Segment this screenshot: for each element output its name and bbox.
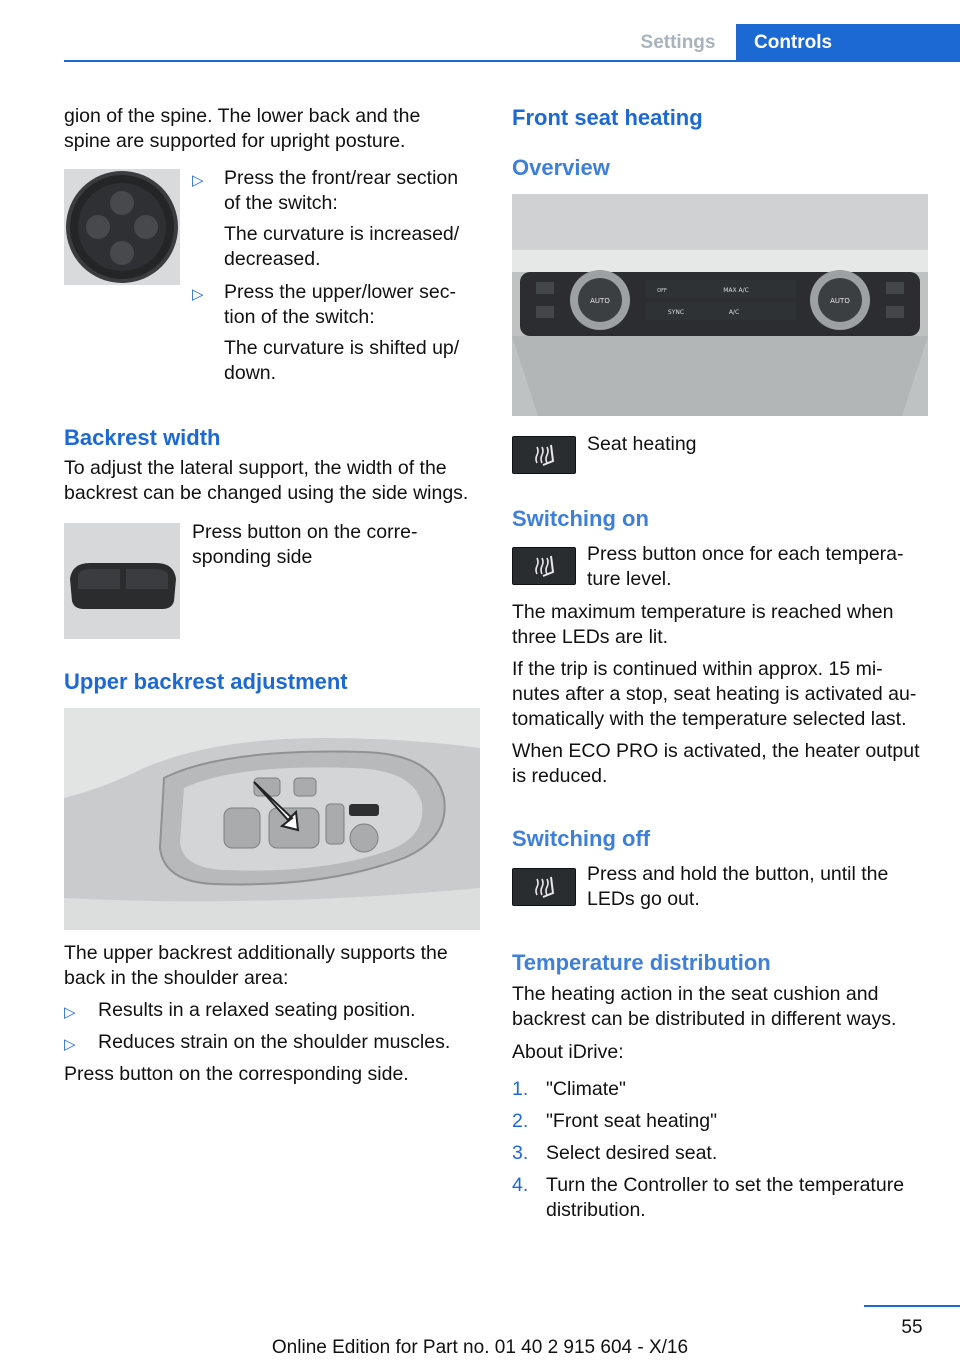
seat-heating-icon bbox=[513, 869, 575, 905]
switching-on-p1: The maximum temperature is reached when three LEDs are lit. bbox=[512, 601, 894, 648]
footer-rule bbox=[864, 1305, 960, 1307]
header-section-settings: Settings bbox=[640, 32, 716, 53]
switching-off-heading: Switching off bbox=[512, 826, 651, 851]
front-seat-heating-heading: Front seat heating bbox=[512, 105, 703, 130]
idrive-steps-list bbox=[512, 1077, 932, 1223]
triangle-right-icon: ▷ bbox=[192, 286, 204, 303]
step-item bbox=[512, 1077, 932, 1102]
sync-label: SYNC bbox=[667, 309, 685, 316]
triangle-right-icon: ▷ bbox=[192, 172, 204, 189]
ac-label: A/C bbox=[728, 309, 740, 316]
switching-on-p3: When ECO PRO is activated, the heater output is reduced. bbox=[512, 740, 920, 787]
climate-panel-image bbox=[512, 194, 928, 416]
step-item bbox=[512, 1141, 932, 1166]
backrest-width-heading: Backrest width bbox=[64, 425, 221, 450]
seat-heating-icon bbox=[513, 437, 575, 473]
footer-edition: Online Edition for Part no. 01 40 2 915 604 - X/16 bbox=[271, 1337, 689, 1358]
seat-controls-image bbox=[64, 708, 480, 930]
lumbar-item-line: Press the upper/lower sec- tion of the switch: bbox=[224, 281, 456, 328]
about-idrive: About iDrive: bbox=[512, 1041, 624, 1063]
header-rule bbox=[64, 60, 960, 62]
lumbar-item-line: Press the front/rear section of the switch: bbox=[224, 167, 459, 214]
switching-on-heading: Switching on bbox=[512, 506, 649, 531]
lumbar-list bbox=[192, 166, 482, 386]
seat-controls-illustration bbox=[64, 708, 480, 930]
switching-off-instruction: Press and hold the button, until the LEDs go out. bbox=[587, 863, 889, 910]
step-text: "Front seat heating" bbox=[546, 1110, 718, 1132]
lumbar-item-sub: The curvature is shifted up/ down. bbox=[224, 337, 460, 384]
off-label: OFF bbox=[657, 288, 667, 294]
step-text: Turn the Controller to set the temperature distribution. bbox=[546, 1174, 905, 1221]
lumbar-item bbox=[192, 166, 482, 272]
page-number: 55 bbox=[901, 1317, 923, 1338]
temperature-distribution-text: The heating action in the seat cushion and backrest can be distributed in different ways. bbox=[512, 983, 897, 1030]
step-text: Select desired seat. bbox=[546, 1142, 718, 1164]
step-text: "Climate" bbox=[546, 1078, 626, 1100]
upper-backrest-heading: Upper backrest adjustment bbox=[64, 669, 348, 694]
overview-heading: Overview bbox=[512, 155, 610, 180]
upper-backrest-final: Press button on the corresponding side. bbox=[64, 1063, 409, 1085]
upper-item bbox=[64, 998, 484, 1023]
auto-right-label: AUTO bbox=[830, 297, 850, 305]
upper-item bbox=[64, 1030, 484, 1055]
step-number: 1. bbox=[512, 1078, 529, 1100]
seat-heating-button-image bbox=[512, 436, 576, 474]
seat-heating-icon bbox=[513, 548, 575, 584]
step-number: 2. bbox=[512, 1110, 529, 1132]
lumbar-switch-illustration bbox=[64, 169, 180, 285]
header-chapter-controls: Controls bbox=[736, 24, 960, 62]
switching-on-instruction: Press button once for each tempera- ture level. bbox=[587, 543, 904, 590]
max-ac-label: MAX A/C bbox=[723, 287, 749, 294]
switching-on-p2: If the trip is continued within approx. 15 mi- nutes after a stop, seat heating is activated au- tomatically with the temperature selected last. bbox=[512, 658, 917, 730]
seat-heating-button-image bbox=[512, 547, 576, 585]
upper-item-text: Results in a relaxed seating position. bbox=[98, 999, 416, 1021]
upper-backrest-text: The upper backrest additionally supports the back in the shoulder area: bbox=[64, 942, 448, 989]
upper-item-text: Reduces strain on the shoulder muscles. bbox=[98, 1031, 451, 1053]
seat-heating-button-image bbox=[512, 868, 576, 906]
step-number: 3. bbox=[512, 1142, 529, 1164]
temperature-distribution-heading: Temperature distribution bbox=[512, 950, 771, 975]
lumbar-item bbox=[192, 280, 482, 386]
upper-backrest-list bbox=[64, 998, 484, 1055]
intro-text: gion of the spine. The lower back and the spine are supported for upright posture. bbox=[64, 105, 421, 152]
step-item bbox=[512, 1109, 932, 1134]
side-wings-button-illustration bbox=[64, 523, 180, 639]
triangle-right-icon: ▷ bbox=[64, 1036, 76, 1053]
step-number: 4. bbox=[512, 1174, 529, 1196]
lumbar-switch-image bbox=[64, 169, 180, 285]
side-wings-instruction: Press button on the corre- sponding side bbox=[192, 521, 418, 568]
step-item bbox=[512, 1173, 932, 1223]
intro-paragraph bbox=[64, 104, 480, 154]
climate-panel-illustration bbox=[512, 194, 928, 416]
triangle-right-icon: ▷ bbox=[64, 1004, 76, 1021]
side-wings-button-image bbox=[64, 523, 180, 639]
backrest-width-text: To adjust the lateral support, the width of the backrest can be changed using the side wings. bbox=[64, 457, 469, 504]
auto-left-label: AUTO bbox=[590, 297, 610, 305]
lumbar-item-sub: The curvature is increased/ decreased. bbox=[224, 223, 460, 270]
seat-heating-label: Seat heating bbox=[587, 433, 697, 455]
